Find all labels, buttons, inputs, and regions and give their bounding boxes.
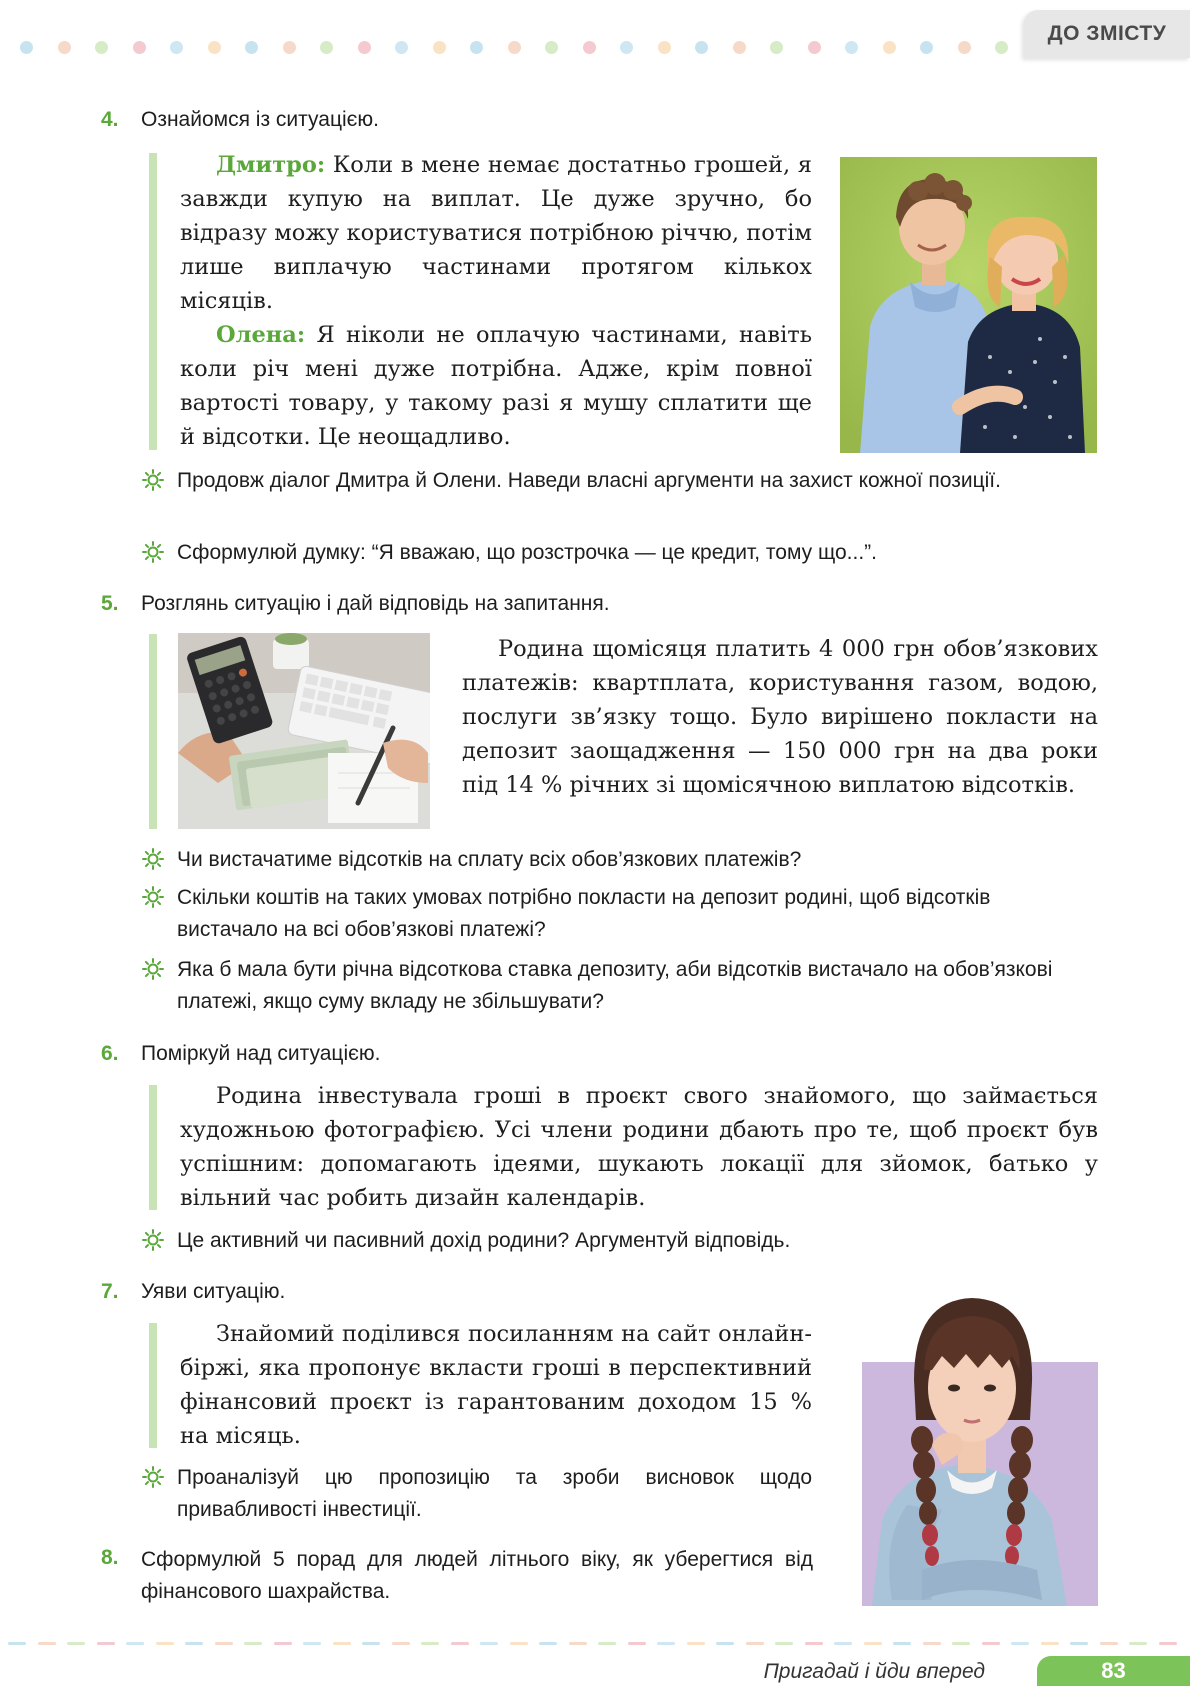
task-4-bullet-1 xyxy=(142,465,1097,497)
task-6-number: 6. xyxy=(101,1042,119,1065)
decor-dash xyxy=(362,1642,380,1645)
decor-dash xyxy=(126,1642,144,1645)
task-7-bar xyxy=(149,1323,157,1448)
bullet-text: Сформулюй думку: “Я вважаю, що розстрочка — це кредит, тому що...”. xyxy=(177,541,878,564)
olena-line: Я ніколи не оплачую частинами, навіть коли річ мені дуже потрібна. Адже, крім повної вартості товару, у такому разі я мушу сплатити ще й відсотки. Це неощадливо. xyxy=(180,322,812,450)
dmytro-line: Коли в мене немає достатньо грошей, я завжди купую на виплат. Це дуже зручно, бо відразу можу користуватися потрібною річчю, потім лише виплачую частинами протягом кількох місяців. xyxy=(180,152,812,314)
task-6-bullet-1 xyxy=(142,1225,1097,1257)
task-5-bullet-2 xyxy=(142,882,1097,946)
decor-dash xyxy=(1129,1642,1147,1645)
decor-dot xyxy=(995,41,1008,54)
task-5-bullet-1 xyxy=(142,844,1097,876)
decor-dot xyxy=(958,41,971,54)
task-5-heading: Розглянь ситуацію і дай відповідь на запитання. xyxy=(141,592,610,615)
decor-dash xyxy=(716,1642,734,1645)
decor-dash xyxy=(215,1642,233,1645)
decor-dash xyxy=(97,1642,115,1645)
decor-dot xyxy=(845,41,858,54)
task-5-number: 5. xyxy=(101,592,119,615)
bullet-text: Яка б мала бути річна відсоткова ставка депозиту, аби відсотків вистачало на обов’язкові платежі, якщо суму вкладу не збільшувати? xyxy=(177,958,1053,1013)
sun-star-icon xyxy=(142,541,164,563)
decor-dot xyxy=(808,41,821,54)
decor-dot xyxy=(658,41,671,54)
task-4-heading: Ознайомся із ситуацією. xyxy=(141,108,379,131)
decor-dot xyxy=(733,41,746,54)
decor-dash xyxy=(805,1642,823,1645)
decor-dash xyxy=(1100,1642,1118,1645)
sun-star-icon xyxy=(142,848,164,870)
decor-dash xyxy=(834,1642,852,1645)
task-8-paragraph: Сформулюй 5 порад для людей літнього віку, як уберегтися від фінансового шахрайства. xyxy=(141,1548,813,1603)
speaker-olena: Олена: xyxy=(216,322,306,348)
decor-dash xyxy=(893,1642,911,1645)
decor-dot xyxy=(470,41,483,54)
decor-dot xyxy=(508,41,521,54)
sun-star-icon xyxy=(142,469,164,491)
decor-dash xyxy=(451,1642,469,1645)
task-5-text xyxy=(462,632,1098,802)
task-5-bar xyxy=(149,634,157,829)
task-8-text xyxy=(141,1544,813,1608)
decor-dash xyxy=(628,1642,646,1645)
decor-dash xyxy=(539,1642,557,1645)
decor-dash xyxy=(687,1642,705,1645)
decor-dash xyxy=(244,1642,262,1645)
decor-dash xyxy=(657,1642,675,1645)
task-7-text xyxy=(180,1317,812,1453)
task-7-heading: Уяви ситуацію. xyxy=(141,1280,286,1303)
girl-illustration xyxy=(862,1270,1098,1606)
finance-photo xyxy=(178,633,430,829)
decor-dash xyxy=(156,1642,174,1645)
decor-dot xyxy=(770,41,783,54)
decor-dot xyxy=(583,41,596,54)
speaker-dmytro: Дмитро: xyxy=(216,152,326,178)
bullet-text: Продовж діалог Дмитра й Олени. Наведи власні аргументи на захист кожної позиції. xyxy=(177,469,1001,492)
decor-dash xyxy=(8,1642,26,1645)
decor-dot xyxy=(20,41,33,54)
decor-dash xyxy=(1041,1642,1059,1645)
decor-dash xyxy=(1011,1642,1029,1645)
decor-dash xyxy=(952,1642,970,1645)
decor-dash xyxy=(185,1642,203,1645)
decor-dot xyxy=(620,41,633,54)
toc-button[interactable]: ДО ЗМІСТУ xyxy=(1024,10,1190,58)
sun-star-icon xyxy=(142,1466,164,1488)
sun-star-icon xyxy=(142,958,164,980)
decor-dot xyxy=(170,41,183,54)
task-6-heading: Поміркуй над ситуацією. xyxy=(141,1042,381,1065)
decor-dash xyxy=(303,1642,321,1645)
task-7-paragraph: Знайомий поділився посиланням на сайт онлайн-біржі, яка пропонує вкласти гроші в перспективний фінансовий проєкт із гарантованим доходом 15 % на місяць. xyxy=(180,1321,812,1449)
decor-dash xyxy=(67,1642,85,1645)
teens-photo xyxy=(840,157,1097,453)
decor-dash xyxy=(392,1642,410,1645)
decor-dash xyxy=(480,1642,498,1645)
decor-dot xyxy=(245,41,258,54)
decor-dash xyxy=(746,1642,764,1645)
decor-dot xyxy=(208,41,221,54)
decor-dot xyxy=(883,41,896,54)
decor-dot xyxy=(920,41,933,54)
task-7-bullet-1 xyxy=(142,1462,812,1526)
decor-dash xyxy=(569,1642,587,1645)
decor-dot xyxy=(395,41,408,54)
teens-illustration xyxy=(840,157,1097,453)
task-4-number: 4. xyxy=(101,108,119,131)
task-5-bullet-3 xyxy=(142,954,1097,1018)
decor-dash xyxy=(510,1642,528,1645)
task-7-number: 7. xyxy=(101,1280,119,1303)
decor-dash xyxy=(923,1642,941,1645)
decor-dash xyxy=(1159,1642,1177,1645)
task-4-bar xyxy=(149,153,157,450)
task-6-text xyxy=(180,1079,1098,1215)
task-6-paragraph: Родина інвестувала гроші в проєкт свого знайомого, що займається художньою фотографією. Усі члени родини дбають про те, щоб проєкт був успішним: допомагають ідеями, шукають локації для зйомок, батько у вільний час робить дизайн календарів. xyxy=(180,1083,1098,1211)
decor-dash xyxy=(421,1642,439,1645)
decor-dash xyxy=(38,1642,56,1645)
decor-dot xyxy=(695,41,708,54)
decor-dot xyxy=(95,41,108,54)
decor-dot xyxy=(320,41,333,54)
decor-dash xyxy=(598,1642,616,1645)
sun-star-icon xyxy=(142,1229,164,1251)
decor-dot xyxy=(358,41,371,54)
bullet-text: Чи вистачатиме відсотків на сплату всіх обов’язкових платежів? xyxy=(177,848,802,871)
decor-dot xyxy=(133,41,146,54)
decor-dot xyxy=(545,41,558,54)
bullet-text: Проаналізуй цю пропозицію та зроби висновок щодо привабливості інвестиції. xyxy=(177,1466,812,1521)
decor-dot xyxy=(433,41,446,54)
decor-dash xyxy=(1070,1642,1088,1645)
decor-dash xyxy=(775,1642,793,1645)
girl-photo xyxy=(862,1270,1098,1606)
page-number: 83 xyxy=(1037,1656,1190,1686)
task-5-paragraph: Родина щомісяця платить 4 000 грн обов’язкових платежів: квартплата, користування газом, водою, послуги зв’язку тощо. Було вирішено покласти на депозит заощадження — 150 000 грн на два роки під 14 % річних зі щомісячною виплатою відсотків. xyxy=(462,636,1098,798)
decor-dash xyxy=(982,1642,1000,1645)
bullet-text: Скільки коштів на таких умовах потрібно покласти на депозит родині, щоб відсотків вистачало на всі обов’язкові платежі? xyxy=(177,886,991,941)
task-8-number: 8. xyxy=(101,1546,119,1569)
bottom-decorative-dashes xyxy=(0,1642,1190,1646)
bullet-text: Це активний чи пасивний дохід родини? Аргументуй відповідь. xyxy=(177,1229,791,1252)
sun-star-icon xyxy=(142,886,164,908)
decor-dot xyxy=(283,41,296,54)
task-6-bar xyxy=(149,1085,157,1210)
footer-section-title: Пригадай і йди вперед xyxy=(763,1660,985,1683)
decor-dash xyxy=(333,1642,351,1645)
finance-illustration xyxy=(178,633,430,829)
top-decorative-dots xyxy=(20,41,1030,55)
decor-dash xyxy=(274,1642,292,1645)
decor-dot xyxy=(58,41,71,54)
task-4-bullet-2 xyxy=(142,537,1097,569)
decor-dash xyxy=(864,1642,882,1645)
task-4-dialog xyxy=(180,148,812,454)
